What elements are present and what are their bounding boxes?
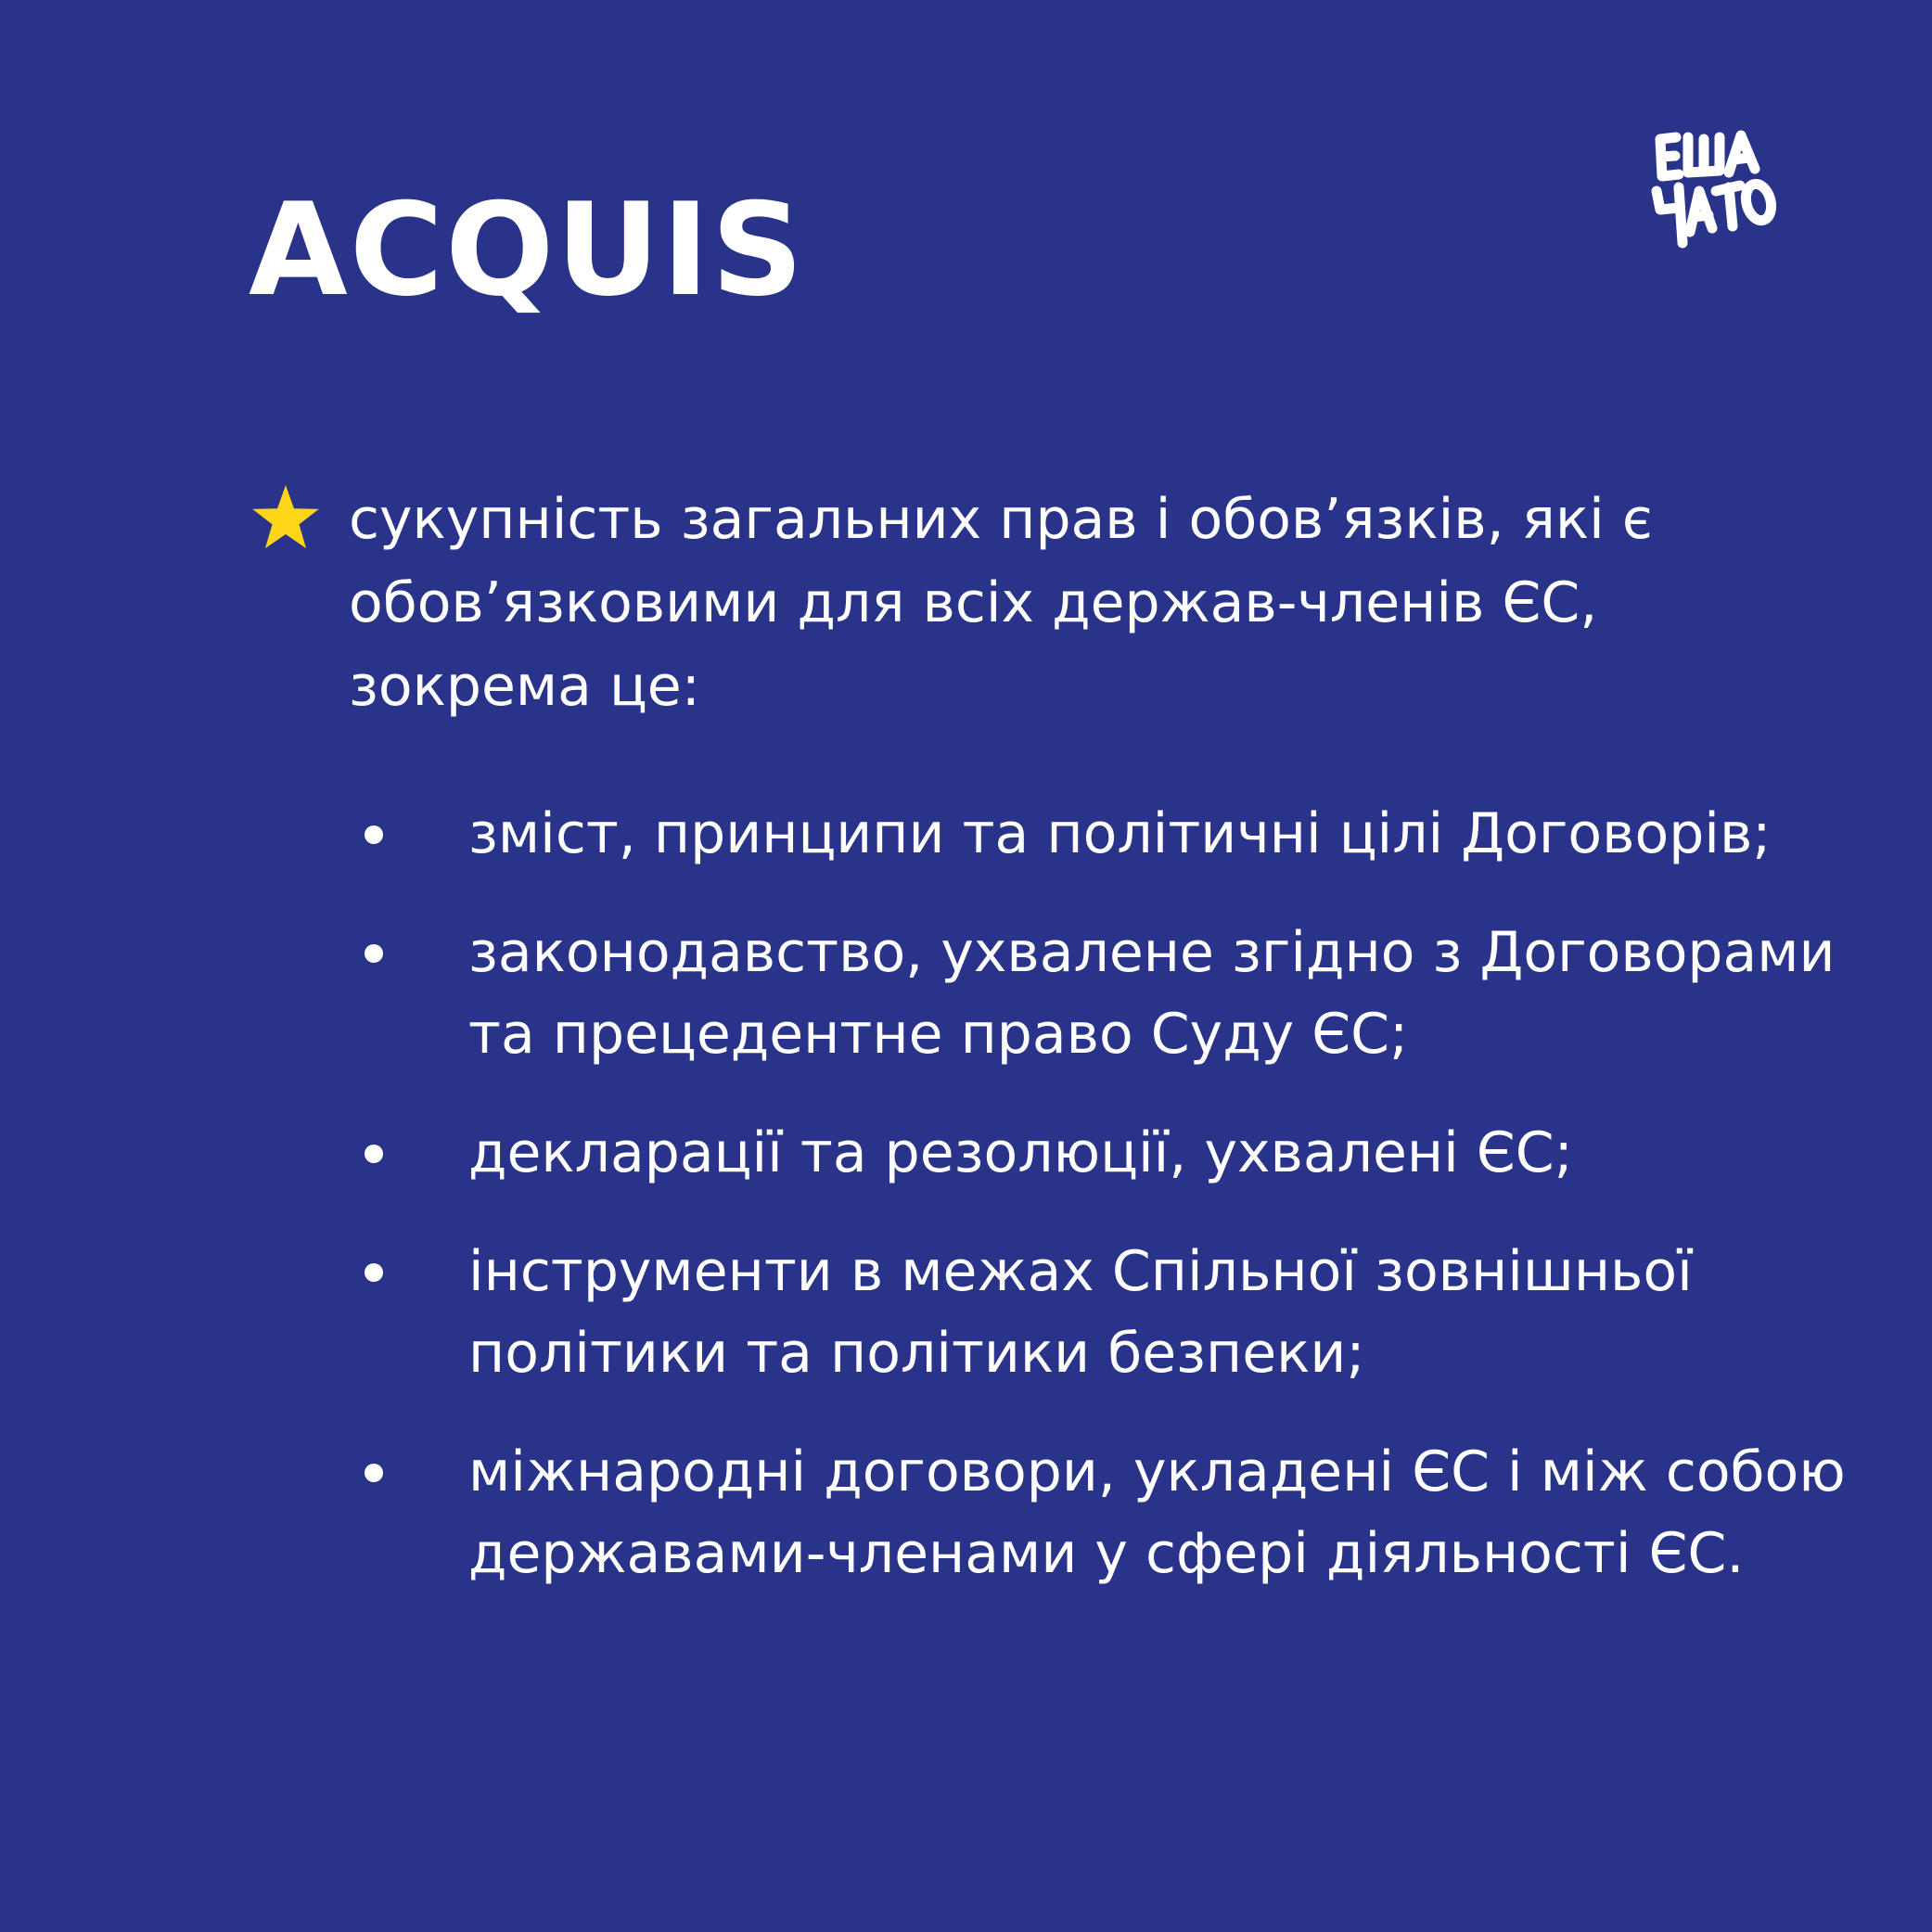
list-item-text: зміст, принципи та політичні цілі Договорів; [468, 801, 1772, 866]
star-icon [249, 481, 323, 556]
intro-block [249, 478, 1807, 728]
eurohato-logo-icon [1651, 130, 1781, 250]
list-item [362, 1231, 1846, 1394]
bullet-icon [365, 1464, 383, 1482]
list-item-text: інструменти в межах Спільної зовнішньої політики та політики безпеки; [468, 1239, 1693, 1386]
bullet-icon [365, 1145, 383, 1163]
bullet-icon [365, 825, 383, 844]
acquis-list [362, 793, 1846, 1631]
list-item-text: декларації та резолюції, ухвалені ЄС; [468, 1120, 1573, 1185]
intro-text: сукупність загальних прав і обов’язків, які є обов’язковими для всіх держав-членів ЄС, зокрема це: [349, 487, 1653, 719]
list-item-text: міжнародні договори, укладені ЄС і між собою державами-членами у сфері діяльності ЄС. [468, 1439, 1846, 1586]
list-item [362, 912, 1846, 1075]
list-item [362, 1431, 1846, 1594]
bullet-icon [365, 944, 383, 963]
list-item-text: законодавство, ухвалене згідно з Договорами та прецедентне право Суду ЄС; [468, 920, 1836, 1067]
bullet-icon [365, 1263, 383, 1282]
page-title: ACQUIS [249, 175, 806, 325]
list-item [362, 1112, 1846, 1194]
list-item [362, 793, 1846, 875]
